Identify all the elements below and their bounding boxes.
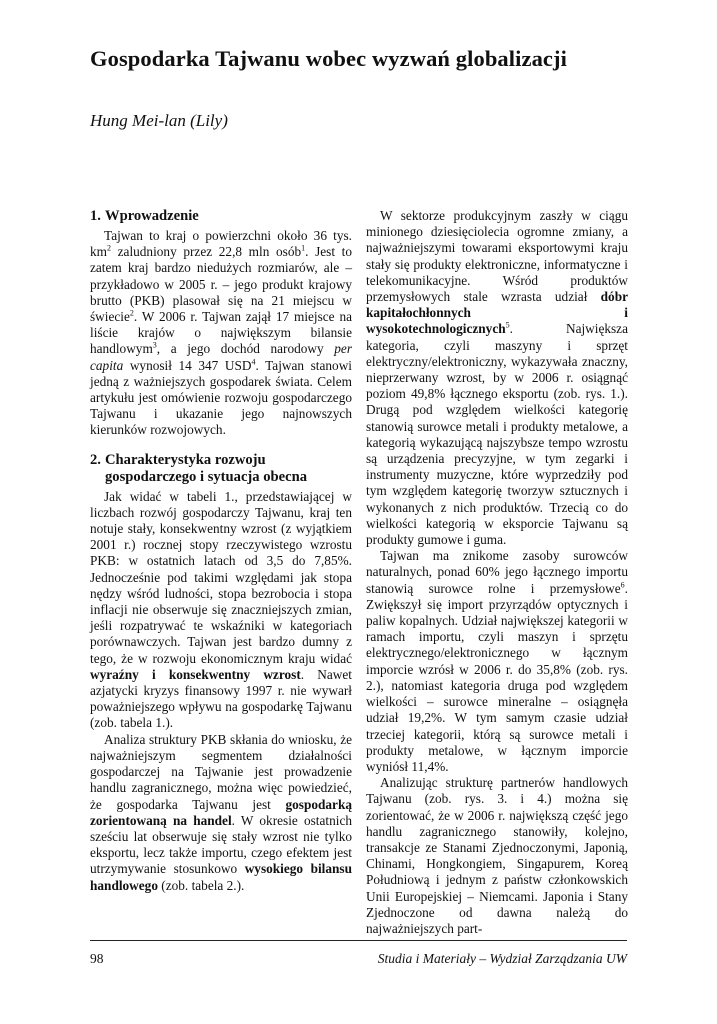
text-run: . W 2006 r. Tajwan zajął 17 miejsce na liście krajów o największym bilansie handlowym: [90, 309, 352, 357]
left-column: [90, 208, 352, 894]
text-run: Jak widać w tabeli 1., przedstawiającej w liczbach rozwój gospodarczy Tajwanu, kraj ten notuje stały, konsekwentny wzrost (z wyjątkiem 2001 r.) rocznej stopy rzeczywistego wzrostu PKB: w ostatnich latach od 3,5 do 7,85%. Jednocześnie pod takimi względami jak stopa nędzy wśród ludności, stopa bezrobocia i stopa inflacji nie obserwuje się znaczniejszych zmian, jeśli rozpatrywać te wskaźniki w kategoriach porównawczych. Tajwan jest bardzo dumny z tego, że w rozwoju ekonomicznym kraju widać: [90, 488, 352, 666]
footnote-ref-5: 5: [505, 321, 510, 330]
bold-phrase: wyraźny i konsekwentny wzrost: [90, 666, 301, 682]
text-run: (zob. tabela 2.).: [157, 877, 245, 893]
right-paragraph-1: [366, 208, 628, 548]
footnote-ref-1: 1: [301, 243, 306, 253]
section-1-number: 1.: [90, 208, 101, 224]
bold-phrase: gospodarką zorientowaną na handel: [90, 796, 352, 828]
text-run: . W okresie ostatnich sześciu lat obserwuje się stały wzrost nie tylko eksportu, lecz także importu, czego efektem jest utrzymywanie stosunkowo: [90, 812, 352, 877]
article-title: Gospodarka Tajwanu wobec wyzwań globalizacji: [90, 46, 567, 71]
journal-name: Studia i Materiały – Wydział Zarządzania UW: [377, 951, 627, 966]
right-column: [366, 208, 628, 937]
text-run: . Tajwan stanowi jedną z ważniejszych gospodarek świata. Celem artykułu jest omówienie rozwoju gospodarczego Tajwanu i ukazanie jego najnowszych kierunków rozwojowych.: [90, 357, 352, 438]
footnote-ref-6: 6: [620, 580, 625, 590]
page-number: 98: [90, 951, 104, 966]
footer-rule: [90, 940, 627, 941]
section-1-title: Wprowadzenie: [105, 208, 199, 224]
article-author: Hung Mei-lan (Lily): [90, 111, 228, 130]
section-2-paragraph-2: [90, 732, 352, 894]
footnote-ref-3: 3: [152, 341, 157, 350]
superscript-2: 2: [107, 243, 111, 253]
text-run: . Nawet azjatycki kryzys finansowy 1997 r. nie wywarł poważniejszego wpływu na gospodarkę Tajwanu (zob. tabela 1.).: [90, 666, 352, 731]
text-run: Analiza struktury PKB skłania do wniosku, że najważniejszym segmentem działalności gospodarczej na Tajwanie jest prowadzenie handlu zagranicznego, można więc powiedzieć, że gospodarka Tajwanu jest: [90, 731, 352, 812]
text-run: zaludniony przez 22,8 mln osób: [111, 244, 302, 260]
section-1-paragraph: [90, 228, 352, 439]
text-run: . Zwiększył się import przyrządów optycznych i paliw kopalnych. Udział największej kategorii w ramach importu, czyli maszyn i sprzętu elektrycznego/elektronicznego w łącznym imporcie wzrósł w 2006 r. do 35,8% (zob. rys. 2.), natomiast kategoria druga pod względem wielkości – surowce mineralne – osiągnęła udział 19,2%. W tym samym czasie udział trzeciej kategorii, którą są surowce metali i produkty metalowe, w łącznym imporcie wyniósł 11,4%.: [366, 580, 628, 774]
footnote-ref-4: 4: [251, 357, 256, 367]
section-2-paragraph-1: [90, 489, 352, 732]
text-run: wynosił 14 347 USD: [123, 357, 252, 373]
text-run: Tajwan ma znikome zasoby surowców naturalnych, ponad 60% jego łącznego importu stanowią surowce rolne i przemysłowe: [366, 548, 628, 596]
right-paragraph-3: [366, 775, 628, 937]
emphasis-per-capita: per capita: [90, 341, 352, 373]
right-paragraph-2: [366, 548, 628, 775]
text-run: W sektorze produkcyjnym zaszły w ciągu minionego dziesięciolecia ogromne zmiany, a najważniejszymi towarami eksportowymi kraju stały się produkty elektroniczne, informatyczne i telekomunikacyjne. Wśród produktów przemysłowych stale wzrasta udział: [366, 208, 628, 305]
text-run: . Jest to zatem kraj bardzo niedużych rozmiarów, ale – przykładowo w 2005 r. – jego produkt krajowy brutto (PKB) plasował się na 21 miejscu w świecie: [90, 244, 353, 325]
bold-phrase: wysokiego bilansu handlowego: [90, 861, 352, 893]
footnote-ref-2: 2: [129, 308, 134, 318]
text-run: Tajwan to kraj o powierzchni około 36 tys. km: [90, 228, 352, 260]
text-run: . Największa kategoria, czyli maszyny i sprzęt elektryczny/elektroniczny, wykazywała znaczny, nieprzerwany wzrost, by w 2006 r. osiągnąć poziom 49,8% łącznego eksportu (zob. rys. 1.). Drugą pod względem wielkości kategorię stanowią surowce metali i produkty metalowe, a kategorią wykazującą najszybsze tempo wzrostu są urządzenia precyzyjne, w tym zegarki i instrumenty muzyczne, które wyprzedziły pod tym względem kategorię tworzyw sztucznych i wykonanych z nich produktów. Trzecią co do wielkości kategorią w eksporcie Tajwanu są produkty gumowe i guma.: [366, 321, 628, 548]
text-run: Analizując strukturę partnerów handlowych Tajwanu (zob. rys. 3. i 4.) można się zorientować, że w 2006 r. największą część jego handlu zagranicznego stanowiły, kolejno, transakcje ze Stanami Zjednoczonymi, Japonią, Chinami, Hongkongiem, Singapurem, Koreą Południową i jednym z państw członkowskich Unii Europejskiej – Niemcami. Japonia i Stany Zjednoczone od dawna należą do najważniejszych part-: [366, 775, 628, 936]
section-2-heading: [90, 452, 352, 486]
text-run: , a jego dochód narodowy: [156, 341, 335, 357]
section-2-title-line1: Charakterystyka rozwoju: [105, 451, 266, 468]
section-2-number: 2.: [90, 451, 101, 468]
bold-phrase: dóbr kapitałochłonnych i wysokotechnologicznych: [366, 289, 628, 337]
section-1-heading: [90, 208, 352, 225]
section-2-title-line2: gospodarczego i sytuacja obecna: [105, 468, 308, 485]
